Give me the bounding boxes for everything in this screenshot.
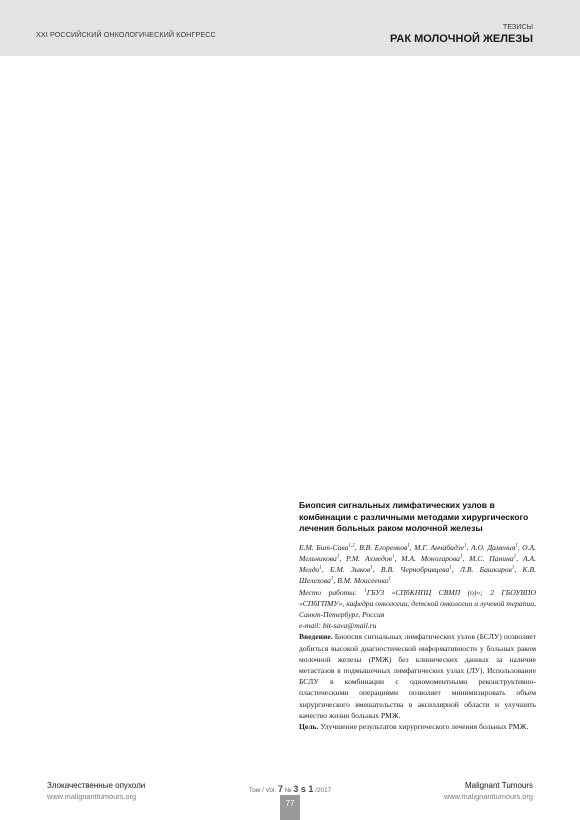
author: Л.В. Башкиров xyxy=(459,565,512,575)
article xyxy=(299,500,536,732)
volume-issue: Том / Vol. 7 № 3 s 1 /2017 xyxy=(248,784,332,794)
affiliation-label: Место работы: xyxy=(299,587,357,597)
aim-label: Цель. xyxy=(299,722,319,732)
journal-name-en: Malignant Tumours xyxy=(464,781,533,790)
author: Е.М. Зыков xyxy=(330,565,371,575)
page-number: 77 xyxy=(280,795,300,820)
author: В.М. Моисеенко xyxy=(337,576,389,586)
journal-url-right: www.malignanttumours.org xyxy=(443,792,533,801)
introduction-paragraph xyxy=(299,631,536,721)
section-title: РАК МОЛОЧНОЙ ЖЕЛЕЗЫ xyxy=(390,33,533,45)
author: Р.М. Ахмедов xyxy=(346,553,392,563)
journal-url-left: www.malignanttumours.org xyxy=(47,792,137,801)
author-list: Е.М. Бит-Сава$^{1,2}$, В.В. Егоренков$^1$, М.Г. Анчабадзе$^1$, А.О. Дамения$^1$, О.А. Мельникова$^1$, Р.М. Ахмедов$^1$, М.А. Моногарова$^1$, М.С. Панина$^1$, А.А. Мелдо$^1$, Е.М. Зыков$^1$, В.В. Чернобривцева$^1$, Л.В. Башкиров$^1$, К.В. Шелехова$^1$, В.М. Моисеенко$^1$ xyxy=(299,542,537,586)
author: М.Г. Анчабадзе xyxy=(414,542,465,552)
introduction-text: Биопсия сигнальных лимфатических узлов (БСЛУ) позволяет добиться высокой диагностической информативности у больных раком молочной железы (РМЖ) без клинических данных за наличие метастазов в подмышечных лимфатических узлах (ЛУ). Использование БСЛУ в комбинации с одномоментными реконструктивно-пластическими операциями позволяет минимизировать объем хирургического вмешательства в аксиллярной области и улучшить качество жизни больных РМЖ. xyxy=(299,632,536,720)
issue-year: /2017 xyxy=(315,787,332,794)
contact-email: e-mail: bit-sava@mail.ru xyxy=(299,621,377,631)
aim-text: Улучшение результатов хирургического лечения больных РМЖ. xyxy=(320,722,529,732)
introduction-label: Введение. xyxy=(299,632,333,642)
author: М.С. Панина xyxy=(469,553,514,563)
issue-number: 3 s 1 xyxy=(293,784,314,794)
author: К.В. Шелехова xyxy=(299,565,537,586)
congress-name: XXI РОССИЙСКИЙ ОНКОЛОГИЧЕСКИЙ КОНГРЕСС xyxy=(36,30,216,39)
affiliation-text: ГБУЗ «СПбКНПЦ СВМП (о)»; 2 ГБОУВПО «СПбГПМУ», кафедра онкологии, детской онкологии и лучевой терапии, Санкт-Петербург, Россия xyxy=(299,587,536,619)
author: В.В. Егоренков xyxy=(359,542,408,552)
journal-name-ru: Злокачественные опухоли xyxy=(47,781,146,790)
section-label: ТЕЗИСЫ xyxy=(502,22,533,31)
volume-number: 7 xyxy=(277,784,283,794)
author: А.О. Дамения xyxy=(470,542,516,552)
author: М.А. Моногарова xyxy=(401,553,460,563)
aim-paragraph xyxy=(299,721,536,732)
author: В.В. Чернобривцева xyxy=(380,565,450,575)
author: О.А. Мельникова xyxy=(299,542,537,563)
page-header xyxy=(0,0,580,56)
article-title: Биопсия сигнальных лимфатических узлов в комбинации с различными методами хирургического лечения больных раком молочной железы xyxy=(299,500,529,534)
author: Е.М. Бит-Сава xyxy=(299,542,349,552)
page-footer xyxy=(0,781,580,820)
author: А.А. Мелдо xyxy=(299,553,537,575)
affiliation: Место работы: $^1$ГБУЗ «СПбКНПЦ СВМП (о)»; 2 ГБОУВПО «СПбГПМУ», кафедра онкологии, детской онкологии и лучевой терапии, Санкт-Петербург, Россия xyxy=(299,587,536,619)
